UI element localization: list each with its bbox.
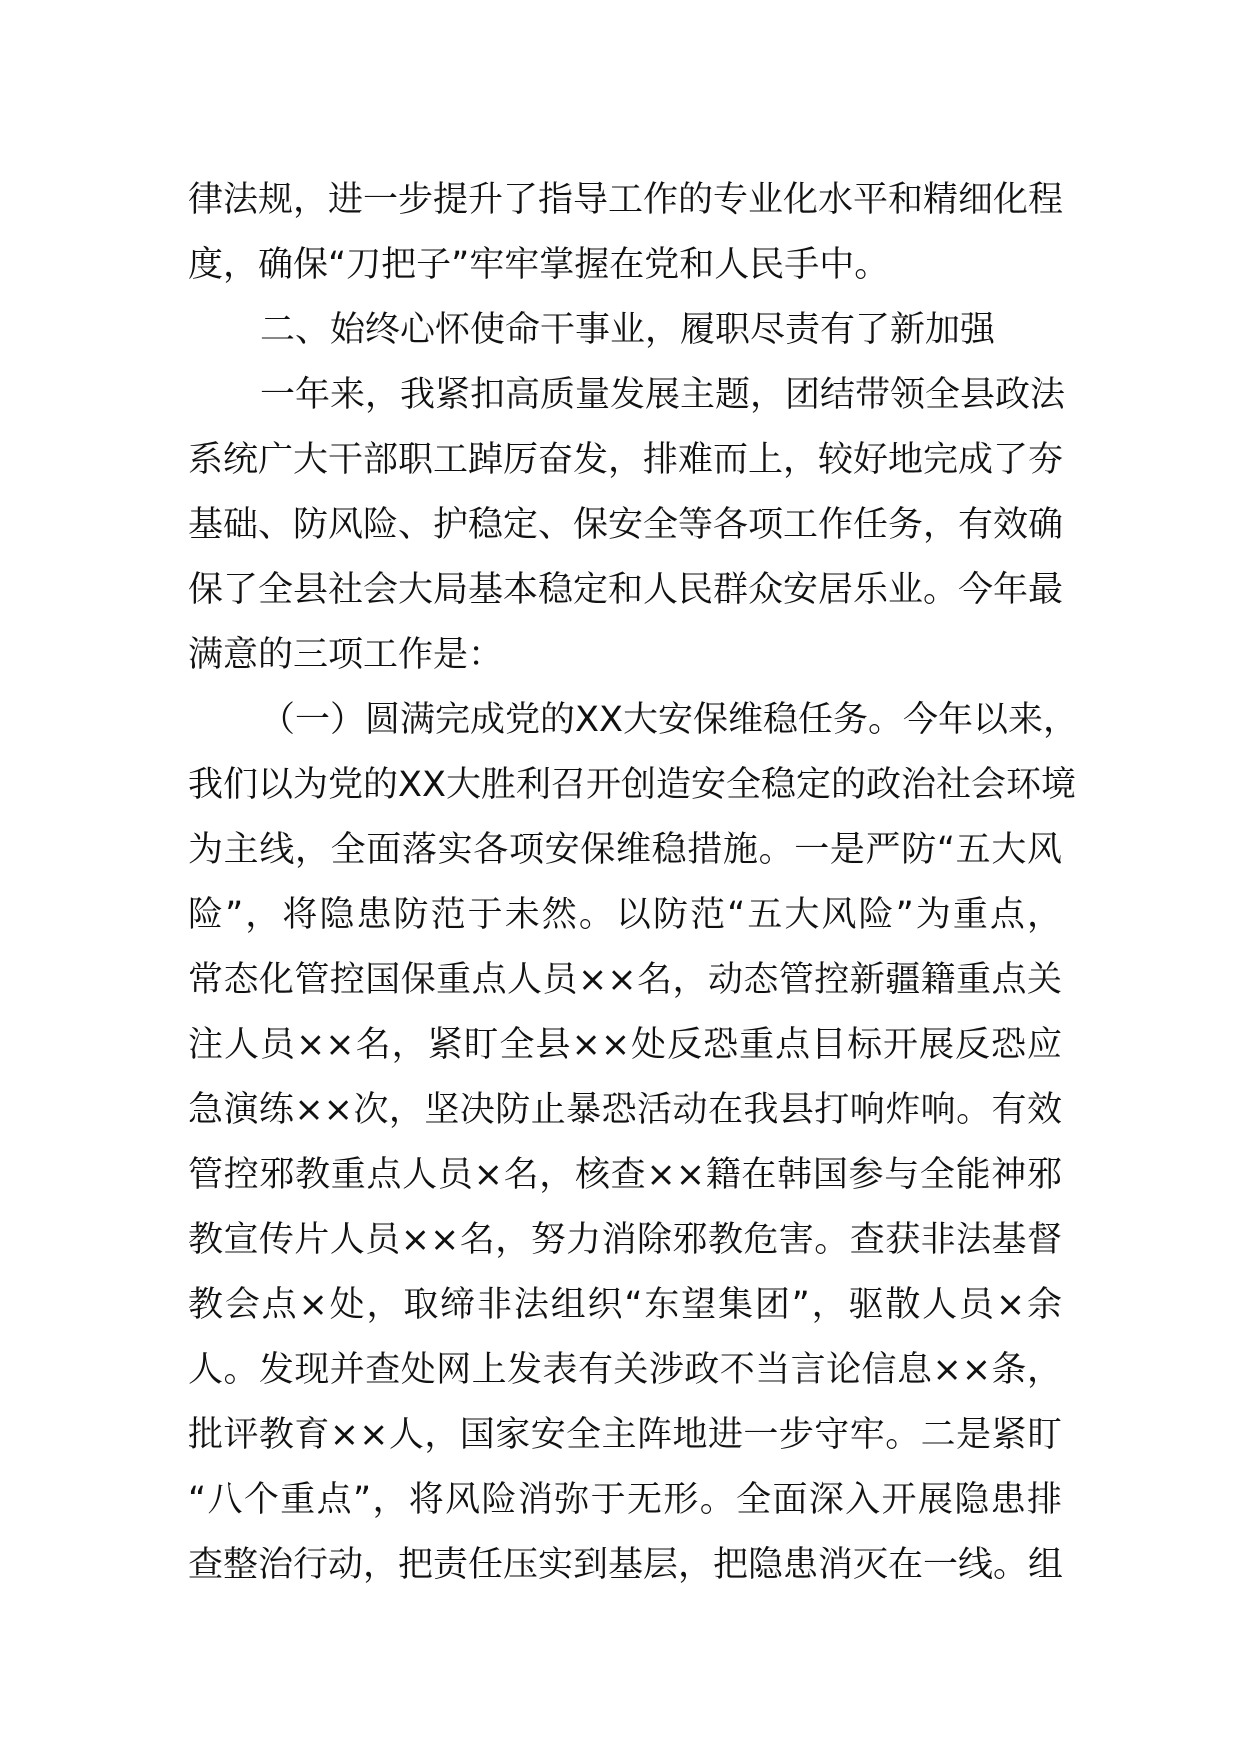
section-heading: 二、始终心怀使命干事业，履职尽责有了新加强 <box>260 310 996 350</box>
text-line: 常态化管控国保重点人员××名，动态管控新疆籍重点关 <box>188 960 1062 1000</box>
paragraph-first-line: 一年来，我紧扣高质量发展主题，团结带领全县政法 <box>260 375 1066 415</box>
body-text <box>188 168 1078 1598</box>
text-line: 度，确保“刀把子”牢牢掌握在党和人民手中。 <box>188 245 890 285</box>
text-line: 险”，将隐患防范于未然。以防范“五大风险”为重点， <box>188 895 1062 935</box>
text-line: 注人员××名，紧盯全县××处反恐重点目标开展反恐应 <box>188 1025 1062 1065</box>
text-line: 基础、防风险、护稳定、保安全等各项工作任务，有效确 <box>188 505 1064 545</box>
subsection-first-line: （一）圆满完成党的XX大安保维稳任务。今年以来， <box>260 700 1078 740</box>
text-line: 律法规，进一步提升了指导工作的专业化水平和精细化程 <box>188 180 1064 220</box>
text-line: 为主线，全面落实各项安保维稳措施。一是严防“五大风 <box>188 830 1062 870</box>
text-line: 查整治行动，把责任压实到基层，把隐患消灭在一线。组 <box>188 1545 1064 1585</box>
text-line: 满意的三项工作是： <box>188 635 504 675</box>
text-line: 急演练××次，坚决防止暴恐活动在我县打响炸响。有效 <box>188 1090 1062 1130</box>
text-line: 保了全县社会大局基本稳定和人民群众安居乐业。今年最 <box>188 570 1064 610</box>
text-line: 批评教育××人，国家安全主阵地进一步守牢。二是紧盯 <box>188 1415 1062 1455</box>
text-line: 教会点×处，取缔非法组织“东望集团”，驱散人员×余 <box>188 1285 1062 1325</box>
text-line: 教宣传片人员××名，努力消除邪教危害。查获非法基督 <box>188 1220 1062 1260</box>
text-line: 我们以为党的XX大胜利召开创造安全稳定的政治社会环境 <box>188 765 1076 805</box>
text-line: 系统广大干部职工踔厉奋发，排难而上，较好地完成了夯 <box>188 440 1064 480</box>
text-line: 人。发现并查处网上发表有关涉政不当言论信息××条， <box>188 1350 1062 1390</box>
text-line: 管控邪教重点人员×名，核查××籍在韩国参与全能神邪 <box>188 1155 1062 1195</box>
text-line: “八个重点”，将风险消弥于无形。全面深入开展隐患排 <box>188 1480 1062 1520</box>
